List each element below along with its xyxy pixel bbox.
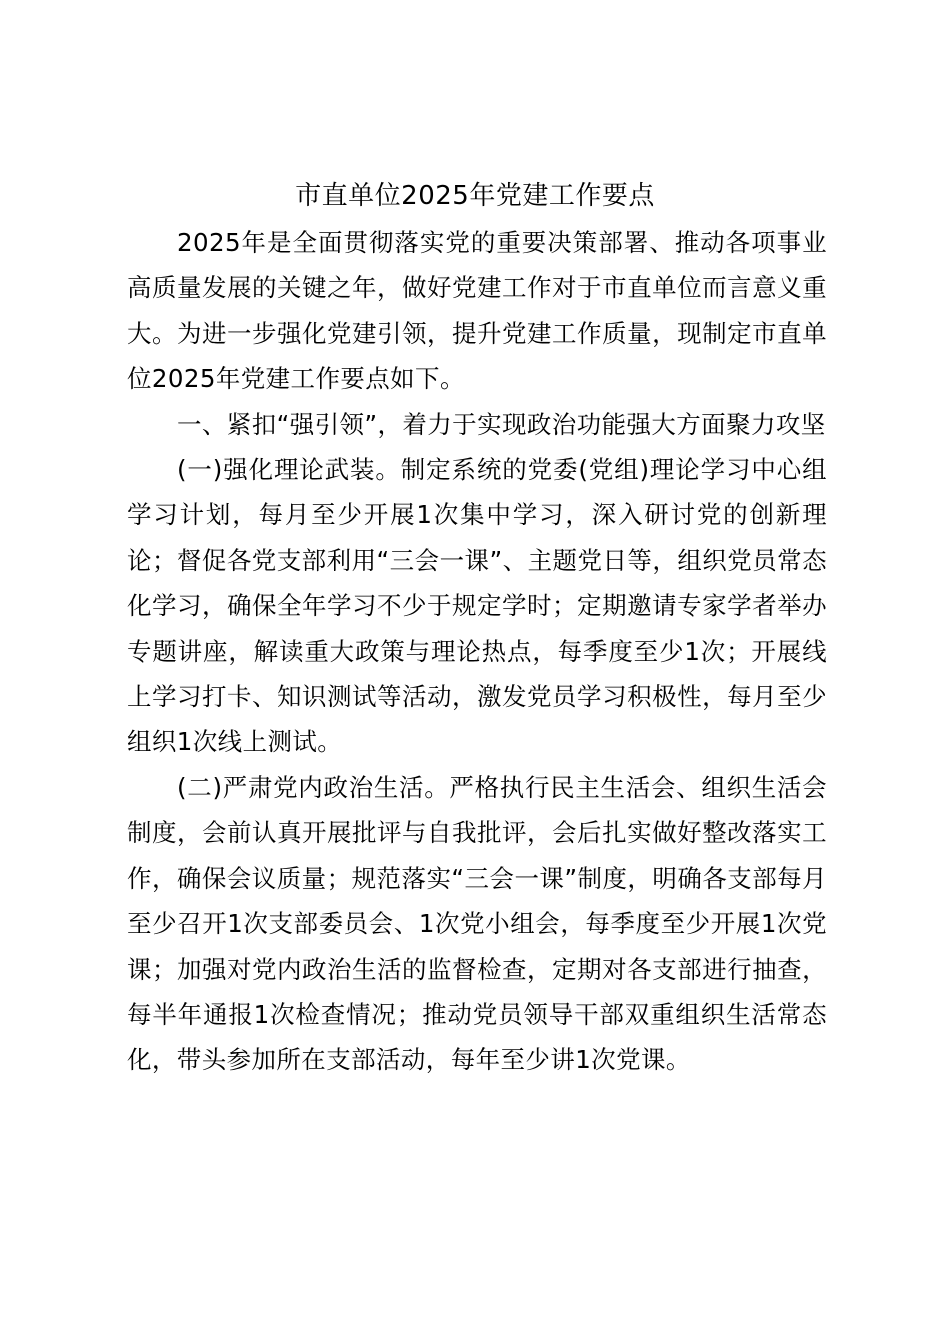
document-body — [127, 220, 827, 1083]
subsection-paragraph-1: (一)强化理论武装。制定系统的党委(党组)理论学习中心组学习计划，每月至少开展1次集中学习，深入研讨党的创新理论；督促各党支部利用“三会一课”、主题党日等，组织党员常态化学习，确保全年学习不少于规定学时；定期邀请专家学者举办专题讲座，解读重大政策与理论热点，每季度至少1次；开展线上学习打卡、知识测试等活动，激发党员学习积极性，每月至少组织1次线上测试。 — [127, 455, 827, 757]
section-heading-1: 一、紧扣“强引领”，着力于实现政治功能强大方面聚力攻坚 — [177, 409, 826, 439]
document-title: 市直单位2025年党建工作要点 — [295, 181, 655, 211]
intro-paragraph: 2025年是全面贯彻落实党的重要决策部署、推动各项事业高质量发展的关键之年，做好党建工作对于市直单位而言意义重大。为进一步强化党建引领，提升党建工作质量，现制定市直单位2025年党建工作要点如下。 — [127, 228, 827, 394]
subsection-paragraph-2: (二)严肃党内政治生活。严格执行民主生活会、组织生活会制度，会前认真开展批评与自我批评，会后扎实做好整改落实工作，确保会议质量；规范落实“三会一课”制度，明确各支部每月至少召开1次支部委员会、1次党小组会，每季度至少开展1次党课；加强对党内政治生活的监督检查，定期对各支部进行抽查，每半年通报1次检查情况；推动党员领导干部双重组织生活常态化，带头参加所在支部活动，每年至少讲1次党课。 — [127, 772, 827, 1075]
